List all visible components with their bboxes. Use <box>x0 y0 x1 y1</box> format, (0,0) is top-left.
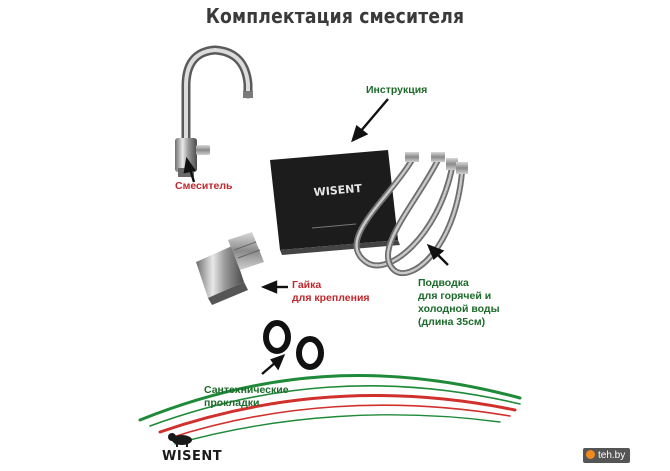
faucet-label: Смеситель <box>175 180 233 192</box>
decorative-waves <box>140 376 520 444</box>
brand-logo: WISENT <box>162 449 223 464</box>
manual-label: Инструкция <box>366 84 428 96</box>
watermark <box>583 448 630 463</box>
nut-label: Гайка для крепления <box>292 279 370 304</box>
page-title: Комплектация смесителя <box>205 4 465 28</box>
manual-brand: WISENT <box>313 181 363 199</box>
nut-image <box>196 232 264 305</box>
watermark-text: teh.by <box>598 450 626 461</box>
watermark-dot-icon <box>586 450 595 459</box>
hoses-label: Подводка для горячей и холодной воды (длина 35см) <box>418 277 500 328</box>
gaskets-label: Сантехнические прокладки <box>204 384 289 409</box>
